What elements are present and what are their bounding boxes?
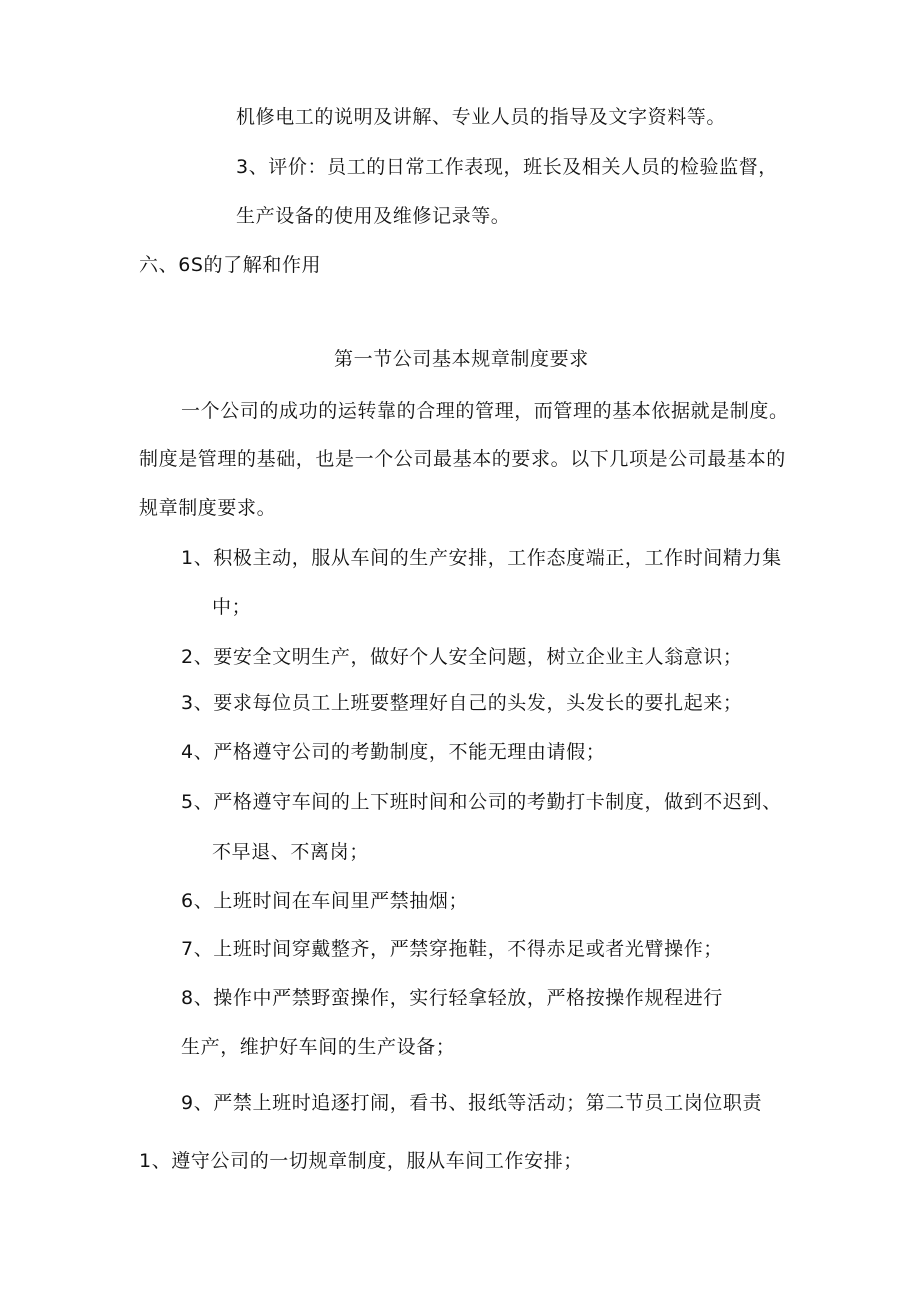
paragraph-line: 规章制度要求。 bbox=[139, 497, 277, 519]
text-line: 生产设备的使用及维修记录等。 bbox=[236, 205, 511, 227]
list-item: 6、上班时间在车间里严禁抽烟； bbox=[181, 890, 469, 912]
section-heading: 六、6S的了解和作用 bbox=[139, 254, 322, 276]
text-line: 机修电工的说明及讲解、专业人员的指导及文字资料等。 bbox=[236, 106, 727, 128]
list-item-continuation: 不早退、不离岗； bbox=[212, 841, 369, 863]
paragraph-line: 制度是管理的基础，也是一个公司最基本的要求。以下几项是公司最基本的 bbox=[139, 448, 786, 470]
list-item: 7、上班时间穿戴整齐，严禁穿拖鞋，不得赤足或者光臂操作； bbox=[181, 938, 723, 960]
list-item: 1、遵守公司的一切规章制度，服从车间工作安排； bbox=[139, 1150, 583, 1172]
paragraph-line: 一个公司的成功的运转靠的合理的管理，而管理的基本依据就是制度。 bbox=[181, 400, 789, 422]
list-item-continuation: 中； bbox=[212, 596, 252, 618]
list-item: 9、严禁上班时追逐打闹，看书、报纸等活动；第二节员工岗位职责 bbox=[181, 1092, 763, 1114]
list-item: 5、严格遵守车间的上下班时间和公司的考勤打卡制度，做到不迟到、 bbox=[181, 791, 782, 813]
list-item-continuation: 生产，维护好车间的生产设备； bbox=[181, 1036, 456, 1058]
list-item: 1、积极主动，服从车间的生产安排，工作态度端正，工作时间精力集 bbox=[181, 547, 782, 569]
list-item: 3、要求每位员工上班要整理好自己的头发，头发长的要扎起来； bbox=[181, 692, 743, 714]
chapter-title: 第一节公司基本规章制度要求 bbox=[334, 348, 589, 370]
list-item: 8、操作中严禁野蛮操作，实行轻拿轻放，严格按操作规程进行 bbox=[181, 987, 723, 1009]
list-item: 2、要安全文明生产，做好个人安全问题，树立企业主人翁意识； bbox=[181, 646, 743, 668]
text-line: 3、评价：员工的日常工作表现，班长及相关人员的检验监督， bbox=[236, 156, 778, 178]
list-item: 4、严格遵守公司的考勤制度，不能无理由请假； bbox=[181, 741, 606, 763]
